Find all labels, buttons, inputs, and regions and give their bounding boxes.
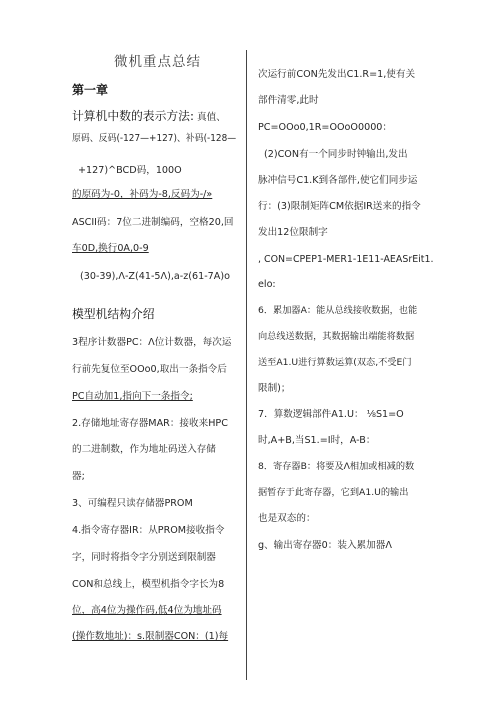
right-line-14: 时,A+B,当S1.=I时，A-B： [258,435,376,446]
left-line-3: 的原码为-0，补码为-8,反码为-/» [72,189,213,200]
right-line-13: 7．算数逻辑部件A1.U： ⅛S1=O [258,409,404,420]
left-line-4: ASCII码：7位二进制编码，空格20,回 [72,217,234,228]
right-line-8: elo: [258,279,276,290]
left2-line-9: CON和总线上，模型机指令字长为8 [72,579,225,590]
right-line-6: 发出12位限制字 [258,227,328,238]
right-line-2: PC=OOo0,1R=OOoO0000： [258,122,392,133]
right-line-10: 向总线送数据，其数据输出端能将数据 [258,331,415,342]
left-line-5: 车0D,换行0A,0-9 [72,243,149,254]
left2-line-11: (操作数地址)：s.限制器CON：(1)每 [72,631,229,642]
number-representation-line [72,110,226,124]
right-line-12: 限制)； [258,383,291,394]
left-line-1: 原码、反码(-127—+127)、补码(-128— [72,133,237,144]
number-representation-heading: 计算机中数的表示方法: [72,109,194,123]
left2-line-2: PC自动加1,指向下一条指令; [72,391,193,402]
right-line-17: 也是双态的： [258,513,316,524]
left2-line-1: 行前先复位至OOo0,取出一条指令后 [72,364,227,375]
left-line-2-text: +127)^BCD码，100O [78,165,182,176]
column-divider [246,50,247,680]
section-heading: 模型机结构介绍 [72,307,155,321]
left2-line-5: 器; [72,471,85,482]
left2-line-0: 3程序计数器PC：Λ位计数器，每次运 [72,337,232,348]
left-line-6: (30-39),Λ-Z(41-5Λ),a-z(61-7A)o [80,271,230,282]
chapter-heading: 第一章 [72,83,109,97]
number-representation-text: 真值、 [197,112,226,123]
left2-line-10: 位，高4位为操作码,低4位为地址码 [72,605,222,616]
left2-line-3: 2.存储地址寄存器MAR：接收来HPC [72,418,228,429]
right-line-5: 行：(3)限制矩阵CM依据IR送来的指令 [258,201,421,212]
left-line-2 [78,164,182,177]
right-line-9: 6．累加器A：能从总线接收数据，也能 [258,305,418,316]
right-line-11: 送至A1.U进行算数运算(双态,不受E门 [258,357,412,368]
left2-line-8: 字，同时将指令字分别送到限制器 [72,552,216,563]
right-line-7: , CON=CPEP1-MER1-1E11-AEASrEit1. [258,254,434,265]
right-line-1: 部件清零,此时 [258,95,319,106]
page-title: 微机重点总结 [114,54,201,70]
right-line-4: 脉冲信号C1.K到各部件,使它们同步运 [258,175,418,186]
right-line-16: 据暂存于此寄存器，它到A1.U的输出 [258,487,409,498]
right-line-3: (2)CON有一个同步时钟输出,发出 [264,149,408,160]
right-line-0: 次运行前CON先发出C1.R=1,使有关 [258,69,416,80]
left2-line-7: 4.指令寄存器IR：从PROM接收指令 [72,525,225,536]
right-line-18: g、输出寄存器0：装入累加器Λ [258,540,392,551]
left2-line-6: 3、可编程只读存储器PROM [72,498,193,509]
left2-line-4: 的二进制数，作为地址码送入存储 [72,444,216,455]
right-line-15: 8．寄存器B：将要及Λ相加或相减的数 [258,461,415,472]
